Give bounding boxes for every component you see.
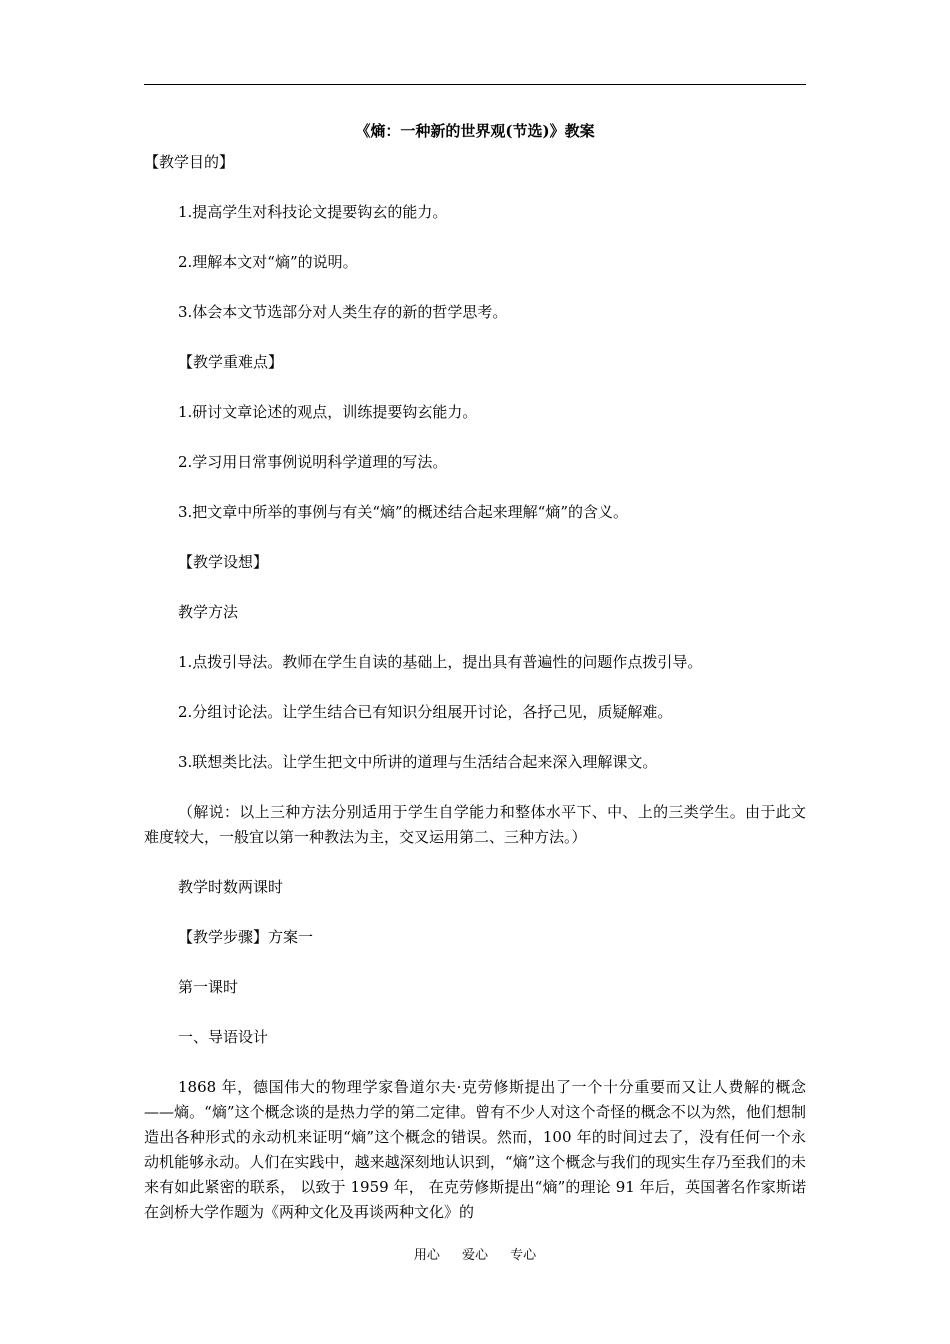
key-point-2: 2.学习用日常事例说明科学道理的写法。 bbox=[178, 453, 448, 471]
objective-2: 2.理解本文对“熵”的说明。 bbox=[178, 253, 358, 271]
methods-heading: 教学方法 bbox=[178, 603, 239, 621]
first-lesson-heading: 第一课时 bbox=[178, 978, 239, 996]
header-rule bbox=[144, 84, 806, 85]
objective-3: 3.体会本文节选部分对人类生存的新的哲学思考。 bbox=[178, 303, 508, 321]
class-hours: 教学时数两课时 bbox=[178, 878, 284, 896]
intro-design-heading: 一、导语设计 bbox=[178, 1028, 269, 1046]
key-point-3: 3.把文章中所举的事例与有关“熵”的概述结合起来理解“熵”的含义。 bbox=[178, 503, 628, 521]
section-heading-key-points: 【教学重难点】 bbox=[178, 353, 284, 371]
document-title: 《熵：一种新的世界观(节选)》教案 bbox=[355, 122, 595, 140]
intro-paragraph: 1868 年，德国伟大的物理学家鲁道尔夫·克劳修斯提出了一个十分重要而又让人费解的概念——熵。“熵”这个概念谈的是热力学的第二定律。曾有不少人对这个奇怪的概念不以为然，他们想制造出各种形式的永动机来证明“熵”这个概念的错误。然而，100 年的时间过去了，没有任何一个永动机能够永动。人们在实践中，越来越深刻地认识到，“熵”这个概念与我们的现实生存乃至我们的未来有如此紧密的联系， 以致于 1959 年， 在克劳修斯提出“熵”的理论 91 年后，英国著名作家斯诺在剑桥大学作题为《两种文化及再谈两种文化》的 bbox=[144, 1078, 806, 1221]
method-1: 1.点拨引导法。教师在学生自读的基础上，提出具有普遍性的问题作点拨引导。 bbox=[178, 653, 703, 671]
section-heading-design: 【教学设想】 bbox=[178, 553, 269, 571]
key-point-1: 1.研讨文章论述的观点，训练提要钩玄能力。 bbox=[178, 403, 478, 421]
method-3: 3.联想类比法。让学生把文中所讲的道理与生活结合起来深入理解课文。 bbox=[178, 753, 658, 771]
page-footer: 用心 爱心 专心 bbox=[413, 1248, 537, 1263]
section-heading-objectives: 【教学目的】 bbox=[144, 153, 235, 171]
section-heading-steps: 【教学步骤】方案一 bbox=[178, 928, 314, 946]
objective-1: 1.提高学生对科技论文提要钩玄的能力。 bbox=[178, 203, 448, 221]
document-body bbox=[144, 120, 806, 1225]
method-2: 2.分组讨论法。让学生结合已有知识分组展开讨论，各抒己见，质疑解难。 bbox=[178, 703, 673, 721]
methods-explanation: （解说：以上三种方法分别适用于学生自学能力和整体水平下、中、上的三类学生。由于此文难度较大，一般宜以第一种教法为主，交叉运用第二、三种方法。） bbox=[144, 803, 806, 846]
